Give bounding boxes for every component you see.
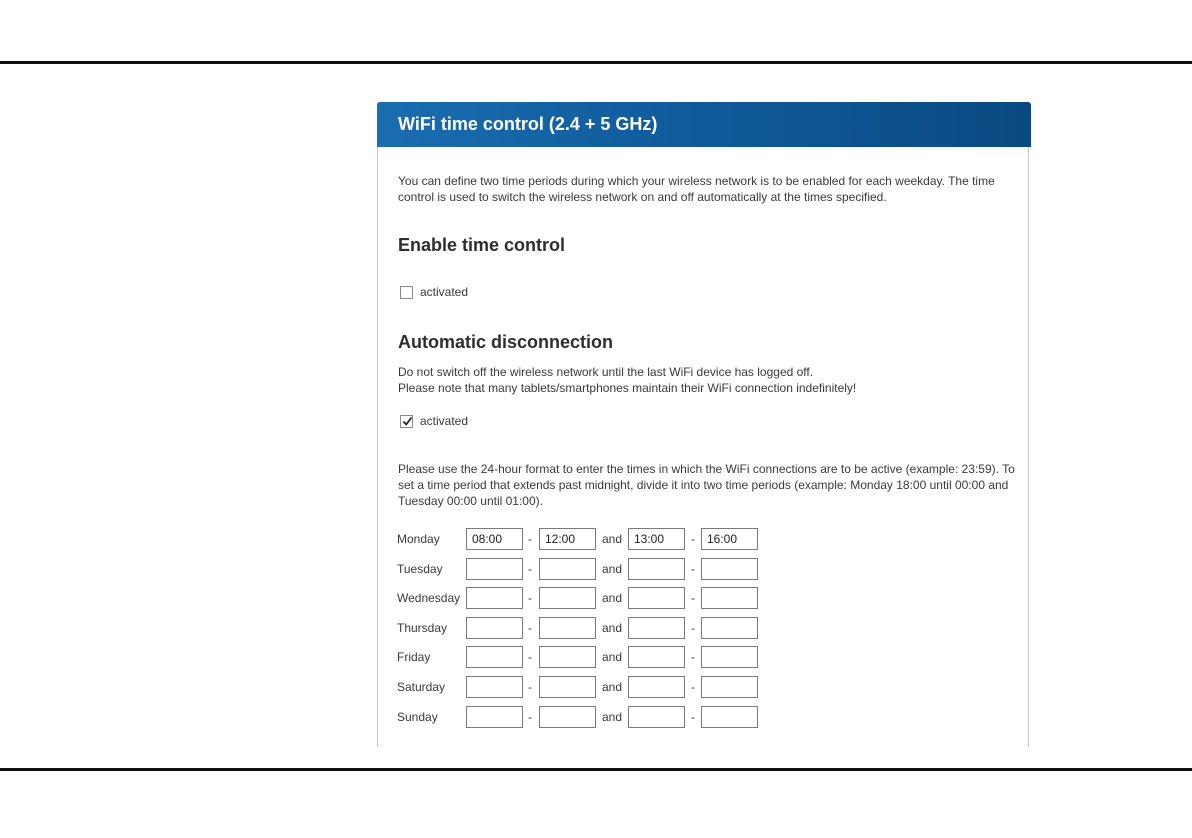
tuesday-period1-end-input[interactable]: [539, 558, 596, 580]
range-separator: -: [528, 650, 532, 664]
schedule-row-saturday: [397, 676, 997, 700]
day-label-tuesday: Tuesday: [397, 562, 443, 576]
range-separator: -: [528, 710, 532, 724]
thursday-period2-start-input[interactable]: [628, 617, 685, 639]
saturday-period2-end-input[interactable]: [701, 676, 758, 698]
saturday-period2-start-input[interactable]: [628, 676, 685, 698]
saturday-period1-end-input[interactable]: [539, 676, 596, 698]
intro-text-line2: control is used to switch the wireless network on and off automatically at the times specified.: [398, 190, 887, 204]
monday-period1-start-input[interactable]: [466, 528, 523, 550]
monday-period2-end-input[interactable]: [701, 528, 758, 550]
friday-period2-start-input[interactable]: [628, 646, 685, 668]
and-label: and: [602, 621, 623, 635]
range-separator: -: [528, 621, 532, 635]
range-separator: -: [691, 710, 695, 724]
schedule-row-sunday: [397, 706, 997, 730]
auto-disconnect-desc-line1: Do not switch off the wireless network until the last WiFi device has logged off.: [398, 365, 814, 379]
friday-period1-end-input[interactable]: [539, 646, 596, 668]
automatic-disconnection-label[interactable]: activated: [420, 414, 469, 428]
enable-time-control-label[interactable]: activated: [420, 285, 469, 299]
and-label: and: [602, 710, 623, 724]
panel-header: [377, 102, 1031, 147]
intro-text-line1: You can define two time periods during which your wireless network is to be enabled for each weekday. The time: [398, 174, 995, 188]
bottom-divider: [0, 768, 1192, 771]
wednesday-period1-start-input[interactable]: [466, 587, 523, 609]
automatic-disconnection-checkbox[interactable]: [400, 415, 413, 428]
range-separator: -: [691, 591, 695, 605]
wednesday-period1-end-input[interactable]: [539, 587, 596, 609]
tuesday-period2-start-input[interactable]: [628, 558, 685, 580]
range-separator: -: [528, 532, 532, 546]
and-label: and: [602, 650, 623, 664]
day-label-wednesday: Wednesday: [397, 591, 461, 605]
format-note-line1: Please use the 24-hour format to enter the times in which the WiFi connections are to be active (example: 23:59). To: [398, 462, 1015, 476]
automatic-disconnection-heading: Automatic disconnection: [398, 332, 614, 352]
day-label-friday: Friday: [397, 650, 431, 664]
enable-time-control-heading: Enable time control: [398, 235, 566, 255]
enable-time-control-checkbox[interactable]: [400, 286, 413, 299]
wednesday-period2-start-input[interactable]: [628, 587, 685, 609]
panel-title: WiFi time control (2.4 + 5 GHz): [398, 114, 658, 134]
tuesday-period2-end-input[interactable]: [701, 558, 758, 580]
schedule-row-friday: [397, 646, 997, 670]
range-separator: -: [691, 650, 695, 664]
sunday-period1-start-input[interactable]: [466, 706, 523, 728]
monday-period2-start-input[interactable]: [628, 528, 685, 550]
range-separator: -: [691, 621, 695, 635]
monday-period1-end-input[interactable]: [539, 528, 596, 550]
checkmark-icon: [401, 415, 414, 428]
and-label: and: [602, 680, 623, 694]
thursday-period2-end-input[interactable]: [701, 617, 758, 639]
format-note-line2: set a time period that extends past midnight, divide it into two time periods (example: Monday 18:00 until 00:00 and: [398, 478, 1009, 492]
sunday-period2-start-input[interactable]: [628, 706, 685, 728]
wednesday-period2-end-input[interactable]: [701, 587, 758, 609]
sunday-period1-end-input[interactable]: [539, 706, 596, 728]
format-note-line3: Tuesday 00:00 until 01:00).: [398, 494, 543, 508]
range-separator: -: [528, 680, 532, 694]
day-label-sunday: Sunday: [397, 710, 438, 724]
and-label: and: [602, 532, 623, 546]
saturday-period1-start-input[interactable]: [466, 676, 523, 698]
range-separator: -: [691, 532, 695, 546]
auto-disconnect-desc-line2: Please note that many tablets/smartphones maintain their WiFi connection indefinitely!: [398, 381, 857, 395]
and-label: and: [602, 562, 623, 576]
tuesday-period1-start-input[interactable]: [466, 558, 523, 580]
day-label-thursday: Thursday: [397, 621, 448, 635]
range-separator: -: [528, 591, 532, 605]
thursday-period1-end-input[interactable]: [539, 617, 596, 639]
day-label-saturday: Saturday: [397, 680, 446, 694]
range-separator: -: [691, 562, 695, 576]
and-label: and: [602, 591, 623, 605]
top-divider: [0, 61, 1192, 64]
range-separator: -: [528, 562, 532, 576]
schedule-row-tuesday: [397, 558, 997, 582]
day-label-monday: Monday: [397, 532, 440, 546]
schedule-row-wednesday: [397, 587, 997, 611]
wifi-time-control-panel: [377, 102, 1029, 747]
schedule-row-monday: [397, 528, 997, 552]
friday-period1-start-input[interactable]: [466, 646, 523, 668]
range-separator: -: [691, 680, 695, 694]
schedule-row-thursday: [397, 617, 997, 641]
thursday-period1-start-input[interactable]: [466, 617, 523, 639]
friday-period2-end-input[interactable]: [701, 646, 758, 668]
sunday-period2-end-input[interactable]: [701, 706, 758, 728]
